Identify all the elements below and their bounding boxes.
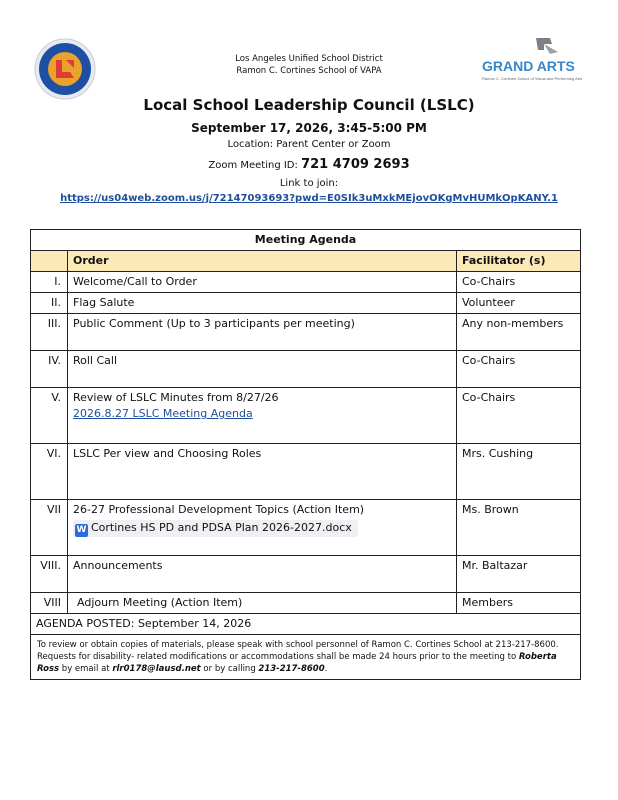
item-order: Welcome/Call to Order [68,272,457,293]
item-facilitator: Co-Chairs [457,351,581,388]
zoom-meeting [0,157,618,172]
item-order: Public Comment (Up to 3 participants per meeting) [68,314,457,351]
item-number: V. [31,388,68,444]
item-order [68,388,457,444]
item-order: LSLC Per view and Choosing Roles [68,444,457,500]
contact-name: Roberta Ross [37,652,557,674]
item-facilitator: Mrs. Cushing [457,444,581,500]
num-header [31,251,68,272]
item-order-text: 26-27 Professional Development Topics (Action Item) [73,503,365,516]
item-order: Announcements [68,556,457,593]
table-row [31,593,581,614]
item-facilitator: Co-Chairs [457,272,581,293]
school-name: Ramon C. Cortines School of VAPA [236,66,382,76]
note-text: by email at [59,664,113,674]
grand-arts-wordmark: GRAND ARTS [482,58,575,74]
zoom-join-link[interactable]: https://us04web.zoom.us/j/72147093693?pwd=E0SIk3uMxkMEjovOKgMvHUMkOpKANY.1 [60,193,558,204]
item-number: IV. [31,351,68,388]
attachment-name: Cortines HS PD and PDSA Plan 2026-2027.docx [91,521,352,534]
item-number: III. [31,314,68,351]
zoom-label: Zoom Meeting ID: [208,160,302,171]
grand-arts-subtitle: Ramon C. Cortines School of Visual and Performing Arts [482,76,583,81]
district-name: Los Angeles Unified School District [235,54,383,64]
item-number: VIII. [31,556,68,593]
item-order [68,500,457,556]
meeting-date: September 17, 2026, 3:45-5:00 PM [191,121,427,135]
zoom-id: 721 4709 2693 [301,157,410,172]
item-facilitator: Co-Chairs [457,388,581,444]
word-doc-icon: W [76,525,87,535]
item-number: II. [31,293,68,314]
join-label: Link to join: [279,178,339,189]
table-row [31,351,581,388]
contact-phone: 213-217-8600 [258,664,325,674]
item-facilitator: Any non-members [457,314,581,351]
table-row [31,314,581,351]
item-facilitator: Mr. Baltazar [457,556,581,593]
item-order: Adjourn Meeting (Action Item) [68,593,457,614]
item-number: VIII [31,593,68,614]
table-row [31,556,581,593]
item-order: Roll Call [68,351,457,388]
note-text: or by calling [200,664,259,674]
table-row [31,272,581,293]
note-text: . [324,664,328,674]
item-number: VI. [31,444,68,500]
district-header [0,53,618,77]
meeting-location: Location: Parent Center or Zoom [227,139,391,150]
agenda-table [30,229,581,680]
table-row [31,500,581,556]
table-row [31,293,581,314]
accommodation-note [31,635,581,680]
item-number: VII [31,500,68,556]
item-order-text: Review of LSLC Minutes from 8/27/26 [73,391,279,404]
facilitator-header: Facilitator (s) [457,251,581,272]
item-facilitator: Volunteer [457,293,581,314]
agenda-posted: AGENDA POSTED: September 14, 2026 [31,614,581,635]
item-order: Flag Salute [68,293,457,314]
minutes-link[interactable]: 2026.8.27 LSLC Meeting Agenda [73,407,253,420]
table-row [31,444,581,500]
item-number: I. [31,272,68,293]
table-row [31,388,581,444]
page-title: Local School Leadership Council (LSLC) [143,96,475,114]
contact-email[interactable]: rlr0178@lausd.net [112,664,201,674]
note-text: To review or obtain copies of materials, please speak with school personnel of Ramon C. Cortines School at 213-217-8600. Requests for disability- related modifications or accommodations shall be made 24 hours prior to the meeting to [37,640,559,662]
item-facilitator: Ms. Brown [457,500,581,556]
attachment-chip[interactable] [73,520,358,537]
item-facilitator: Members [457,593,581,614]
order-header: Order [68,251,457,272]
agenda-heading: Meeting Agenda [31,230,581,251]
